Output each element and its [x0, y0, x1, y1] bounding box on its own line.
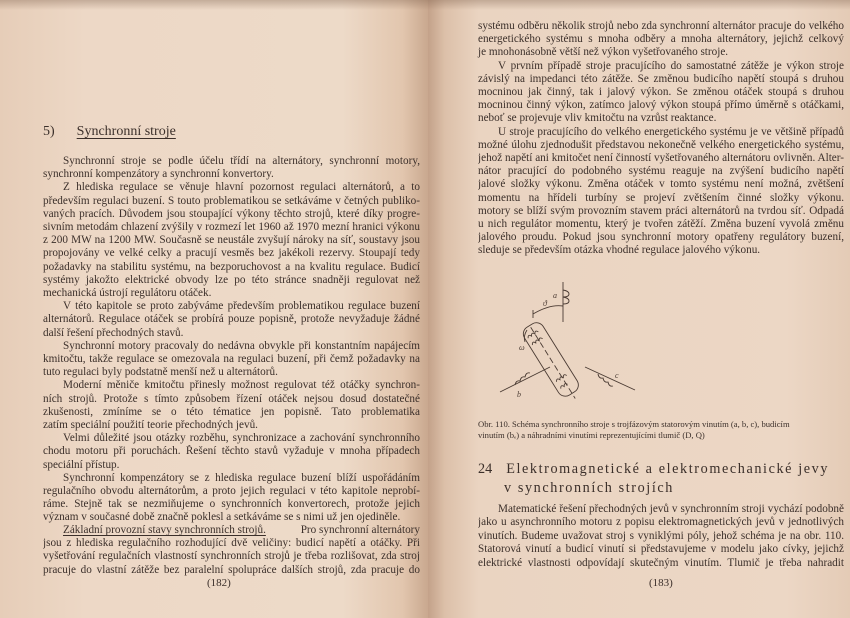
body-line: z 200 MW na 1200 MW. Současně se neustále zvyšují nároky na síť, soustavy jsou — [43, 234, 420, 247]
body-line: mocninou jak činný, tak i jalový výkon. Se změnou otáček stoupá s druhou — [478, 86, 844, 98]
body-line: nátor pracující do podobného systému reaguje na zvýšení budicího napětí — [478, 165, 844, 178]
body-line: sleduje se především otázka vhodné regulace jalového výkonu. — [478, 244, 761, 257]
figure-caption-line-2: vinutím (bₑ) a náhradními vinutími reprezentujícími tlumič (D, Q) — [478, 430, 705, 440]
body-line: především regulaci buzení. S touto problematikou se setkáváme v četných publiko- — [43, 194, 420, 207]
body-line: energetického systému s mnoha odběry a mnoha alternátory, jejichž celkový — [478, 33, 844, 46]
label-b: b — [517, 390, 521, 399]
body-line: ráme. Stejně tak se nezmiňujeme o synchronních konvertorech, protože jejich — [43, 498, 420, 511]
chapter-heading-line-2: v synchronních strojích — [504, 480, 674, 496]
body-line: U stroje pracujícího do velkého energetického systému je ve většině případů — [498, 125, 844, 138]
body-line: systémy jakožto elektrické obvody lze po této stránce snadněji regulovat než — [43, 273, 420, 286]
body-line: neboť se projevuje vliv kmitočtu na vzrůst reaktance. — [478, 112, 717, 125]
chapter-heading-line-1 — [478, 460, 829, 479]
body-line: synchronní kompenzátory a synchronní konvertory. — [43, 168, 274, 181]
coil-damper-icon — [556, 374, 571, 389]
angle-arc-icon — [533, 306, 563, 314]
body-line: propojovány ve velké celky a pracují vesměs bez jakékoli rezervy. Stoupají tedy — [43, 247, 420, 260]
axis-c — [585, 367, 635, 390]
body-line: možné úlohu zjednodušit představou nekonečně velkého energetického systému, — [478, 138, 844, 151]
body-line: jalové složky výkonu. Změna otáček v tomto systému není možná, zvětšení — [478, 178, 844, 191]
body-line: Moderní měniče kmitočtu přinesly možnost regulovat též otáčky synchron- — [63, 379, 420, 392]
body-line: sivním metodám chlazení zvýšily v rozmezí let 1960 až 1970 mezní hranici výkonu — [43, 221, 420, 233]
body-line: jako u asynchronního motoru z popisu elektromagnetických jevů v jednotlivých — [478, 516, 844, 529]
label-omega: ω — [519, 343, 525, 352]
body-line: význam v současné době značně poklesl a setkáváme se s nimi už jen ojediněle. — [43, 511, 401, 524]
body-line: tuto regulaci byly podstatně menší než u alternátorů. — [43, 366, 278, 379]
body-line: Synchronní motory pracovaly do nedávna obvykle při konstantním napájecím — [63, 339, 420, 352]
body-line: alternátorů. Regulace otáček se probírá pouze popisně, protože nevyžaduje žádné — [43, 313, 420, 326]
body-line: mechanická ústrojí regulátoru otáček. — [43, 287, 212, 299]
body-line: elektrické vlastnosti odpovídají skutečným vinutím. Tlumič je třeba nahradit — [478, 556, 844, 569]
body-line: vyšetřování regulačních vlastností synchronních strojů je třeba rozlišovat, zda stroj — [43, 550, 420, 563]
body-line: jehož napětí ani kmitočet není činností vyšetřovaného alternátoru ovlivněn. Alter- — [478, 152, 844, 164]
section-title: Synchronní stroje — [76, 124, 176, 139]
section-number: 5) — [43, 124, 55, 139]
page-number-left: (182) — [207, 577, 231, 589]
body-line: je mnohonásobně větší než výkon vyšetřovaného stroje. — [478, 46, 729, 59]
body-line: speciální přístup. — [43, 458, 120, 471]
body-line: Statorová vinutí a budicí vinutí si představujeme v modelu jako cívky, jejichž — [478, 543, 844, 556]
label-c: c — [615, 371, 619, 380]
body-line: Z hlediska regulace se věnuje hlavní pozornost regulaci alternátorů, a to — [63, 181, 420, 194]
body-line: vaných pracích. Důvodem jsou stoupající výkony těchto strojů, které díky progre- — [43, 207, 420, 220]
page-top-shadow — [0, 0, 428, 10]
figure-110-diagram — [495, 282, 645, 407]
body-line: vinutích. Budeme uvažovat stroj s vyniklými póly, jehož schéma je na obr. 110. — [478, 529, 844, 542]
label-a: a — [553, 291, 557, 300]
body-line: další řešení přechodných stavů. — [43, 326, 184, 339]
page-number-right: (183) — [649, 577, 673, 589]
body-line: ních strojů. Protože s tímto způsobem řízení otáček nejsou dosud dostatečné — [43, 392, 420, 405]
body-line: závislý na impedanci této zátěže. Se změnou budicího napětí stoupá s druhou — [478, 72, 844, 85]
coil-a-icon — [563, 290, 569, 304]
section-heading — [43, 124, 176, 140]
chapter-number: 24 — [478, 461, 493, 477]
body-line: chodu motoru při poruchách. Řešení těchto stavů vyžaduje v mnoha případech — [43, 445, 420, 458]
body-line: V prvním případě stroje pracujícího do samostatné zátěže je výkon stroje — [498, 59, 844, 72]
body-line: systému odběru několik strojů nebo zda synchronní alternátor pracuje do velkého — [478, 20, 844, 32]
body-line: regulačního obvodu alternátorům, a proto jejich regulaci v této kapitole neprobí- — [43, 485, 420, 497]
coil-c-icon — [598, 374, 613, 386]
body-line: jalového proudu. Pokud jsou synchronní motory opatřeny regulátory buzení, — [478, 231, 844, 244]
rotor-body — [520, 320, 584, 405]
body-line: Matematické řešení přechodných jevů v synchronním stroji vychází podobně — [498, 503, 844, 515]
chapter-title-1: Elektromagnetické a elektromechanické jevy — [506, 461, 830, 477]
axis-b — [500, 367, 550, 392]
body-line: u nich regulátor momentu, který je tvořen zátěží. Změna buzení vyvolá změnu — [478, 218, 844, 230]
underlined-line-rest: Pro synchronní alternátory — [300, 524, 420, 536]
figure-caption-line-1: Obr. 110. Schéma synchronního stroje s trojfázovým statorovým vinutím (a, b, c), budicím — [478, 419, 790, 429]
body-line: zatím speciální použití teorie přechodných jevů. — [43, 419, 258, 431]
body-line: Velmi důležité jsou otázky rozběhu, synchronizace a zachování synchronního — [63, 432, 420, 445]
body-line: jsou z hlediska regulačního rozhodující dvě veličiny: budicí napětí a otáčky. Při — [43, 537, 420, 550]
body-line: motory se blíží svým provozním stavem práci alternátorů na tvrdou síť. Odpadá — [478, 204, 844, 217]
body-line: V této kapitole se proto zabýváme především problematikou regulace buzení — [63, 300, 420, 313]
body-line-underlined — [43, 524, 420, 537]
body-line: požadavky na stabilitu systému, na bezporuchovost a na kvalitu regulace. Budicí — [43, 260, 420, 273]
body-line: Synchronní kompenzátory se z hlediska regulace buzení blíží uspořádáním — [63, 471, 420, 484]
underlined-phrase: Základní provozní stavy synchronních strojů. — [63, 524, 266, 536]
body-line: mocninou činný výkon, zatímco jalový výkon stoupá přímo úměrně s otáčkami, — [478, 99, 844, 112]
body-line: pracuje do vlastní zátěže bez paralelní spolupráce dalších strojů, zda pracuje do — [43, 563, 420, 576]
body-line: zkušenosti, zmíníme se o této tématice jen popisně. Tato problematika — [43, 405, 420, 418]
body-line: kmitočtu, takže regulace se omezovala na regulaci buzení, při čemž požadavky na — [43, 353, 420, 365]
body-line: Synchronní stroje se podle účelu třídí na alternátory, synchronní motory, — [63, 155, 420, 167]
body-line: momentu na hřídeli turbíny se projeví zvětšením činné složky výkonu. — [478, 191, 844, 204]
page-top-shadow — [428, 0, 850, 10]
label-theta: ϑ — [543, 299, 547, 308]
